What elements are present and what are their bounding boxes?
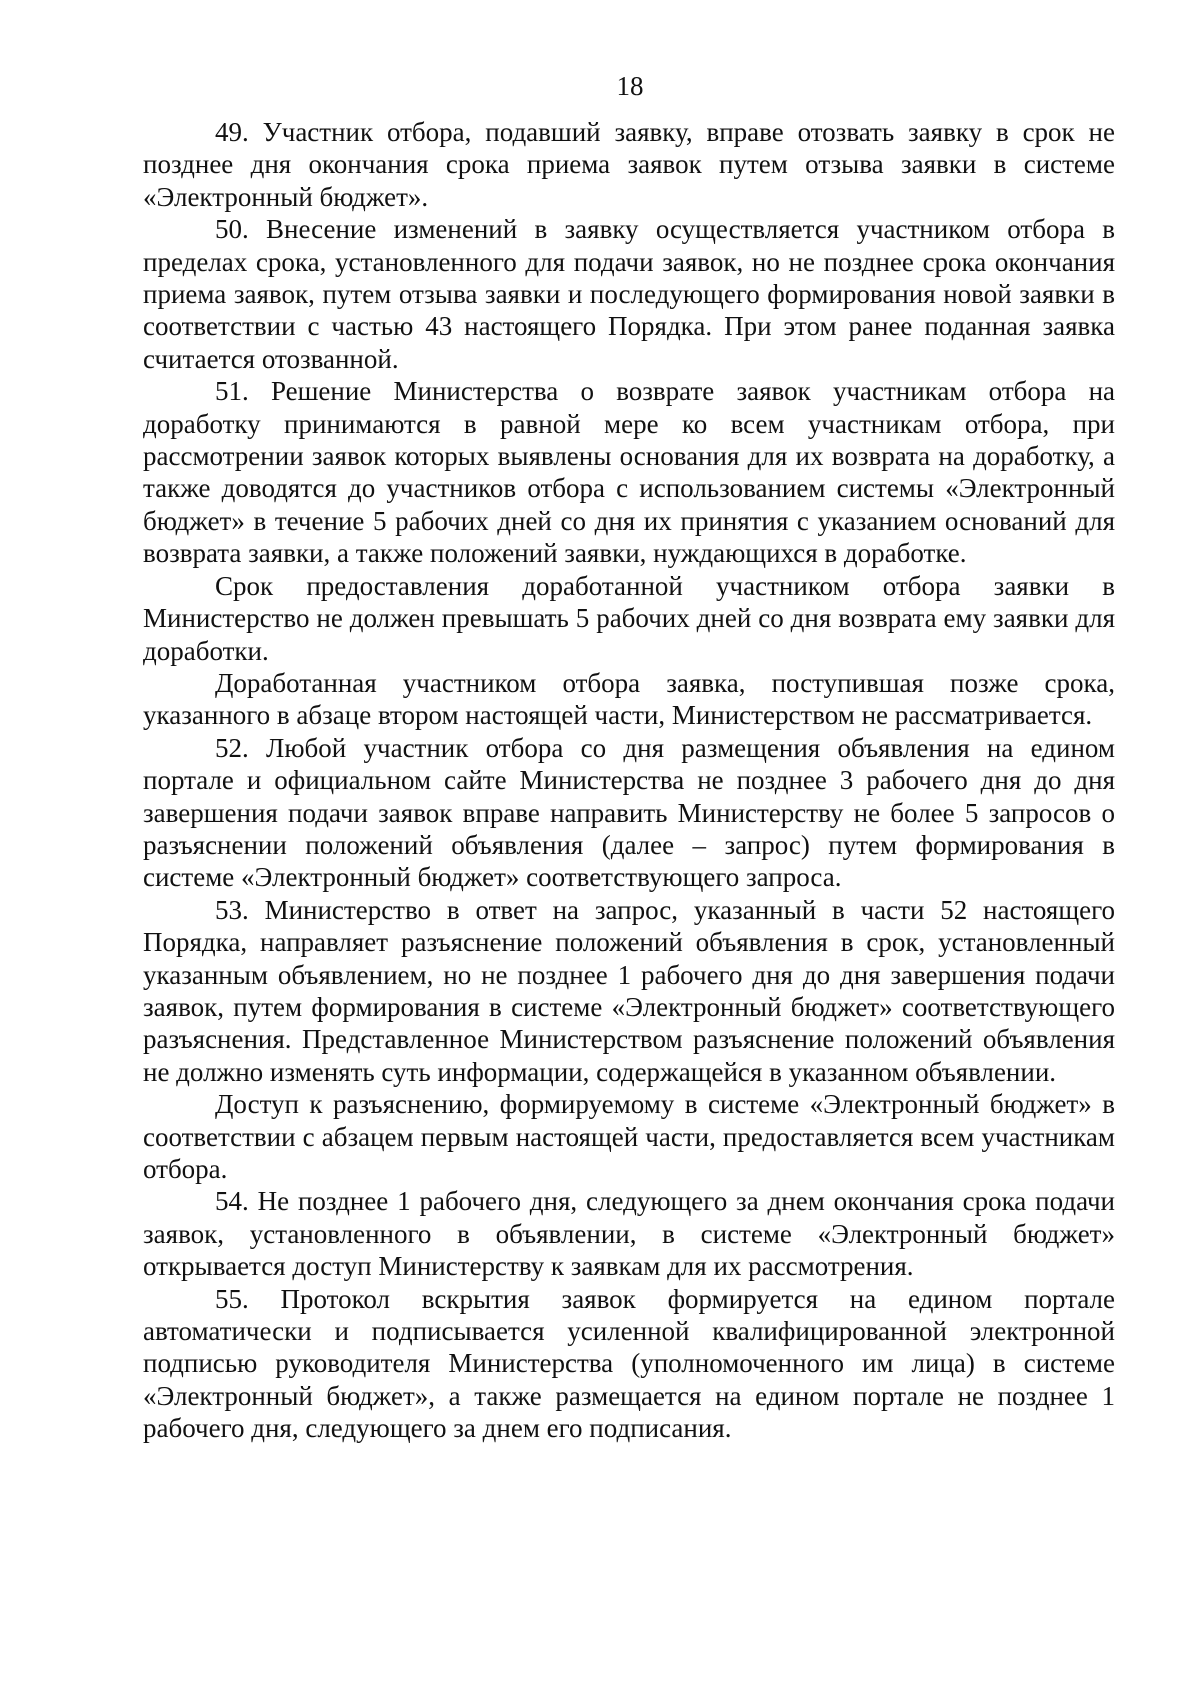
- paragraph-49: 49. Участник отбора, подавший заявку, вправе отозвать заявку в срок не позднее дня окончания срока приема заявок путем отзыва заявки в системе «Электронный бюджет».: [143, 117, 1115, 212]
- paragraph-51: 51. Решение Министерства о возврате заявок участникам отбора на доработку принимаются в равной мере ко всем участникам отбора, при рассмотрении заявок которых выявлены основания для их возврата на доработку, а также доводятся до участников отбора с использованием системы «Электронный бюджет» в течение 5 рабочих дней со дня их принятия с указанием оснований для возврата заявки, а также положений заявки, нуждающихся в доработке.: [143, 376, 1115, 569]
- paragraph-51-deadline: Срок предоставления доработанной участником отбора заявки в Министерство не должен превышать 5 рабочих дней со дня возврата ему заявки для доработки.: [143, 570, 1115, 666]
- paragraph-53-access: Доступ к разъяснению, формируемому в системе «Электронный бюджет» в соответствии с абзацем первым настоящей части, предоставляется всем участникам отбора.: [143, 1089, 1115, 1184]
- paragraph-53: 53. Министерство в ответ на запрос, указанный в части 52 настоящего Порядка, направляет разъяснение положений объявления в срок, установленный указанным объявлением, но не позднее 1 рабочего дня до дня завершения подачи заявок, путем формирования в системе «Электронный бюджет» соответствующего разъяснения. Представленное Министерством разъяснение положений объявления не должно изменять суть информации, содержащейся в указанном объявлении.: [143, 894, 1115, 1087]
- document-body: [143, 116, 1115, 1445]
- paragraph-54: 54. Не позднее 1 рабочего дня, следующего за днем окончания срока подачи заявок, установленного в объявлении, в системе «Электронный бюджет» открывается доступ Министерству к заявкам для их рассмотрения.: [143, 1186, 1115, 1282]
- paragraph-51-late-submission: Доработанная участником отбора заявка, поступившая позже срока, указанного в абзаце втором настоящей части, Министерством не рассматривается.: [143, 667, 1115, 731]
- paragraph-52: 52. Любой участник отбора со дня размещения объявления на едином портале и официальном сайте Министерства не позднее 3 рабочего дня до дня завершения подачи заявок вправе направить Министерству не более 5 запросов о разъяснении положений объявления (далее – запрос) путем формирования в системе «Электронный бюджет» соответствующего запроса.: [143, 732, 1115, 893]
- paragraph-50: 50. Внесение изменений в заявку осуществляется участником отбора в пределах срока, установленного для подачи заявок, но не позднее срока окончания приема заявок, путем отзыва заявки и последующего формирования новой заявки в соответствии с частью 43 настоящего Порядка. При этом ранее поданная заявка считается отозванной.: [143, 214, 1115, 374]
- page-number: 18: [616, 71, 644, 101]
- paragraph-55: 55. Протокол вскрытия заявок формируется на едином портале автоматически и подписывается усиленной квалифицированной электронной подписью руководителя Министерства (уполномоченного им лица) в системе «Электронный бюджет», а также размещается на едином портале не позднее 1 рабочего дня, следующего за днем его подписания.: [143, 1283, 1115, 1444]
